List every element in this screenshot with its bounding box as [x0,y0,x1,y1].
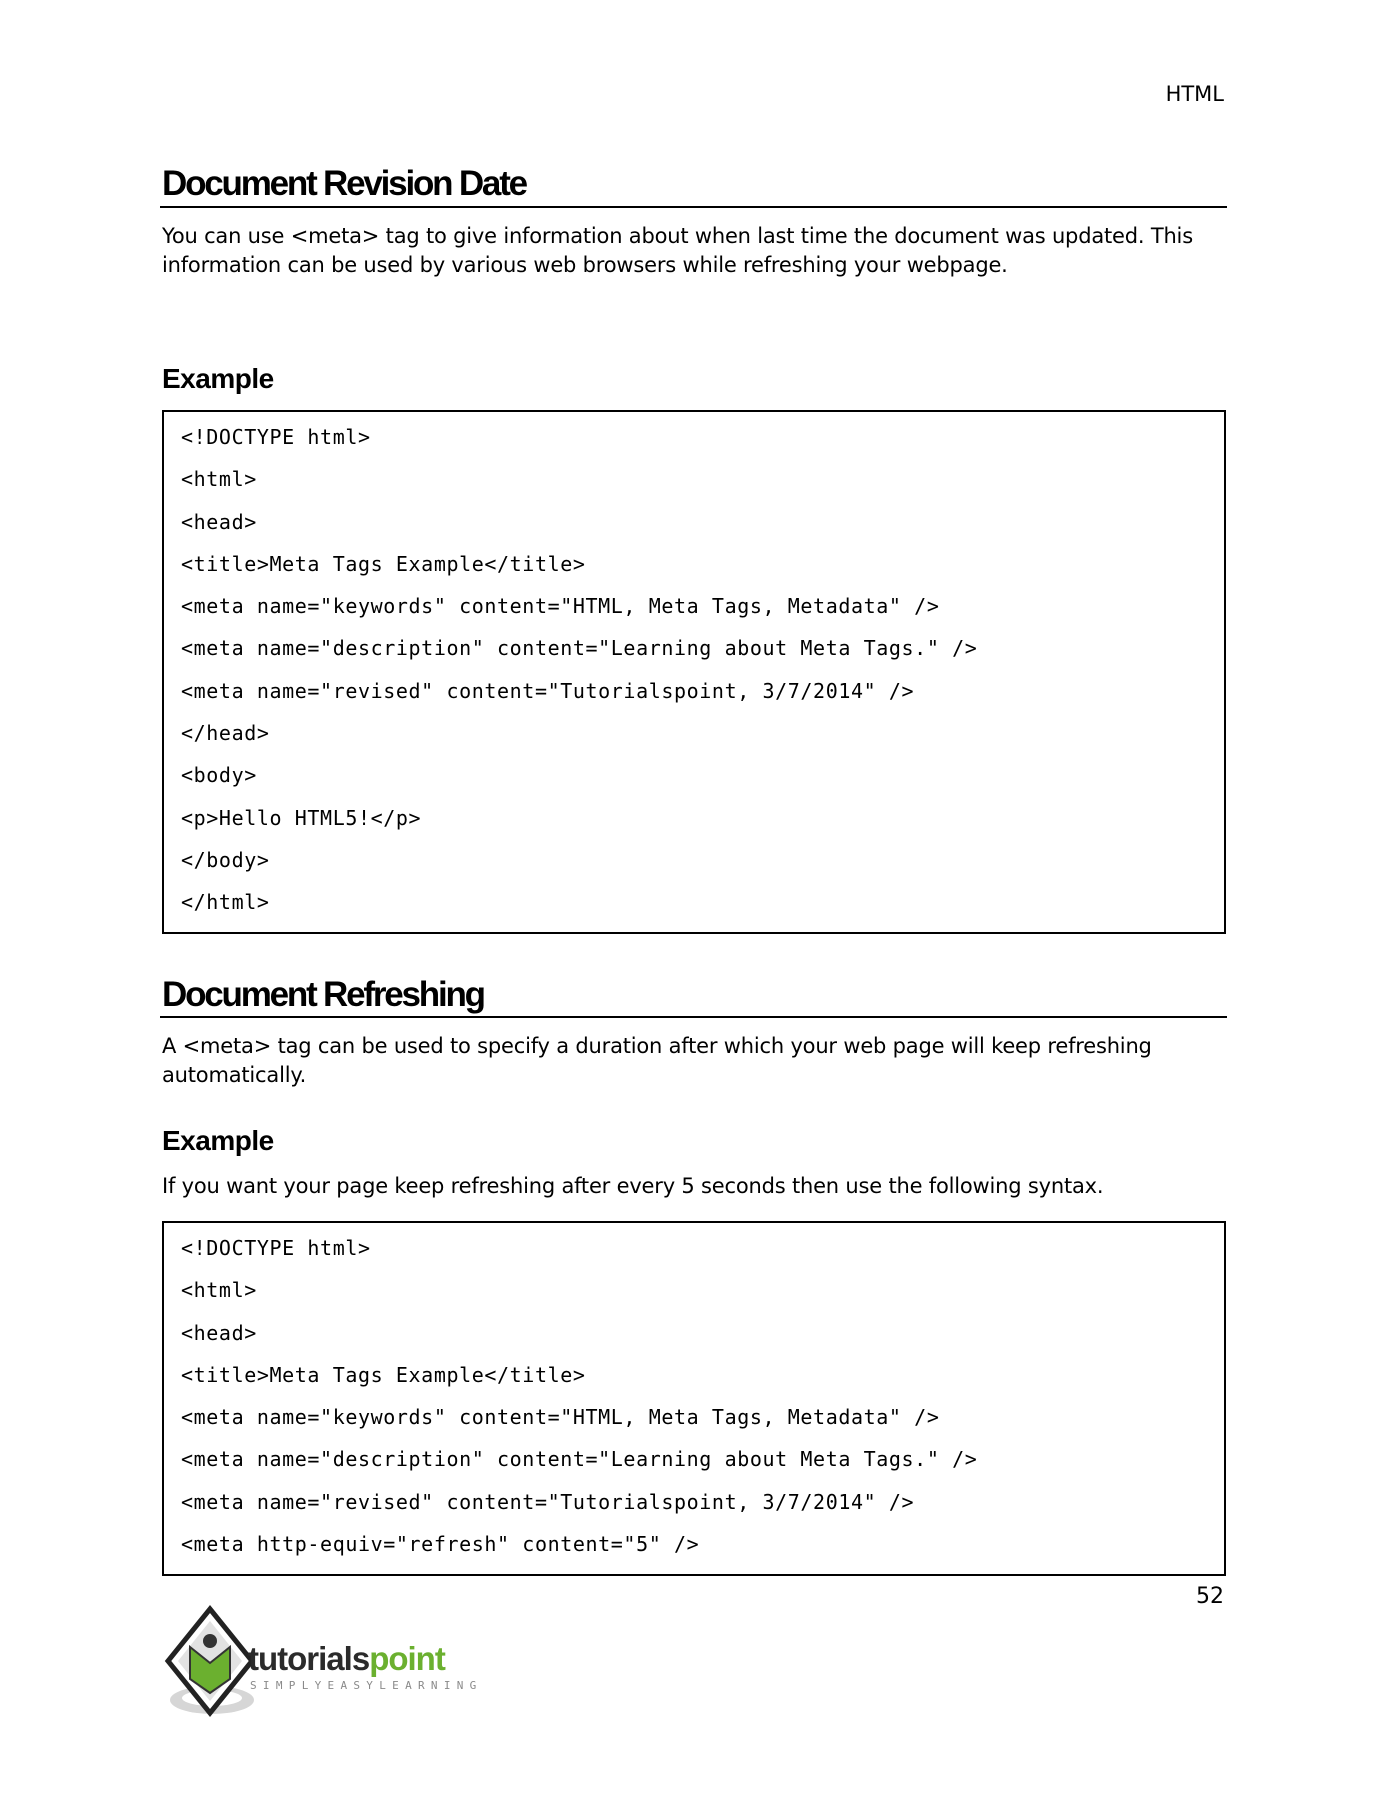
code-line: <meta name="keywords" content="HTML, Meta Tags, Metadata" /> [181,594,940,619]
code-line: </body> [181,847,270,872]
example-heading: Example [162,1125,274,1156]
code-line: </html> [181,890,270,915]
example-heading: Example [162,363,274,394]
code-line: <body> [181,763,257,788]
code-line: <p>Hello HTML5!</p> [181,805,422,830]
code-line: <html> [181,1278,257,1303]
code-line: <meta name="keywords" content="HTML, Meta Tags, Metadata" /> [181,1405,940,1430]
section-paragraph: A <meta> tag can be used to specify a duration after which your web page will keep refreshing automatically. [162,1034,1152,1087]
code-line: <!DOCTYPE html> [181,1236,371,1260]
code-line: <meta name="revised" content="Tutorialspoint, 3/7/2014" /> [181,1489,915,1514]
code-line: </head> [181,721,270,746]
section-paragraph: You can use <meta> tag to give information about when last time the document was updated. This information can be used by various web browsers while refreshing your webpage. [162,224,1193,277]
code-line: <meta name="description" content="Learning about Meta Tags." /> [181,636,978,661]
code-listing [164,412,1224,924]
heading-rule [160,206,1227,208]
svg-text:SIMPLYEASYLEARNING: SIMPLYEASYLEARNING [250,1679,483,1692]
code-line: <head> [181,509,257,534]
code-line: <html> [181,467,257,492]
example-intro: If you want your page keep refreshing after every 5 seconds then use the following syntax. [162,1174,1104,1198]
code-line: <title>Meta Tags Example</title> [181,1362,586,1387]
code-line: <meta name="revised" content="Tutorialspoint, 3/7/2014" /> [181,678,915,703]
heading-rule [160,1016,1227,1018]
logo-icon [160,1605,540,1720]
section-heading-revision-date: Document Revision Date [162,164,526,203]
section-heading-refreshing: Document Refreshing [162,975,484,1014]
page-number: 52 [1196,1584,1224,1609]
svg-text:tutorialspoint: tutorialspoint [248,1640,445,1677]
code-block [162,1221,1226,1576]
tutorialspoint-logo [160,1605,540,1720]
code-line: <!DOCTYPE html> [181,425,371,449]
code-listing [164,1223,1224,1565]
code-line: <title>Meta Tags Example</title> [181,551,586,576]
code-line: <head> [181,1320,257,1345]
code-line: <meta name="description" content="Learning about Meta Tags." /> [181,1447,978,1472]
code-line: <meta http-equiv="refresh" content="5" /> [181,1532,700,1557]
code-block [162,410,1226,934]
running-header: HTML [1165,82,1224,106]
